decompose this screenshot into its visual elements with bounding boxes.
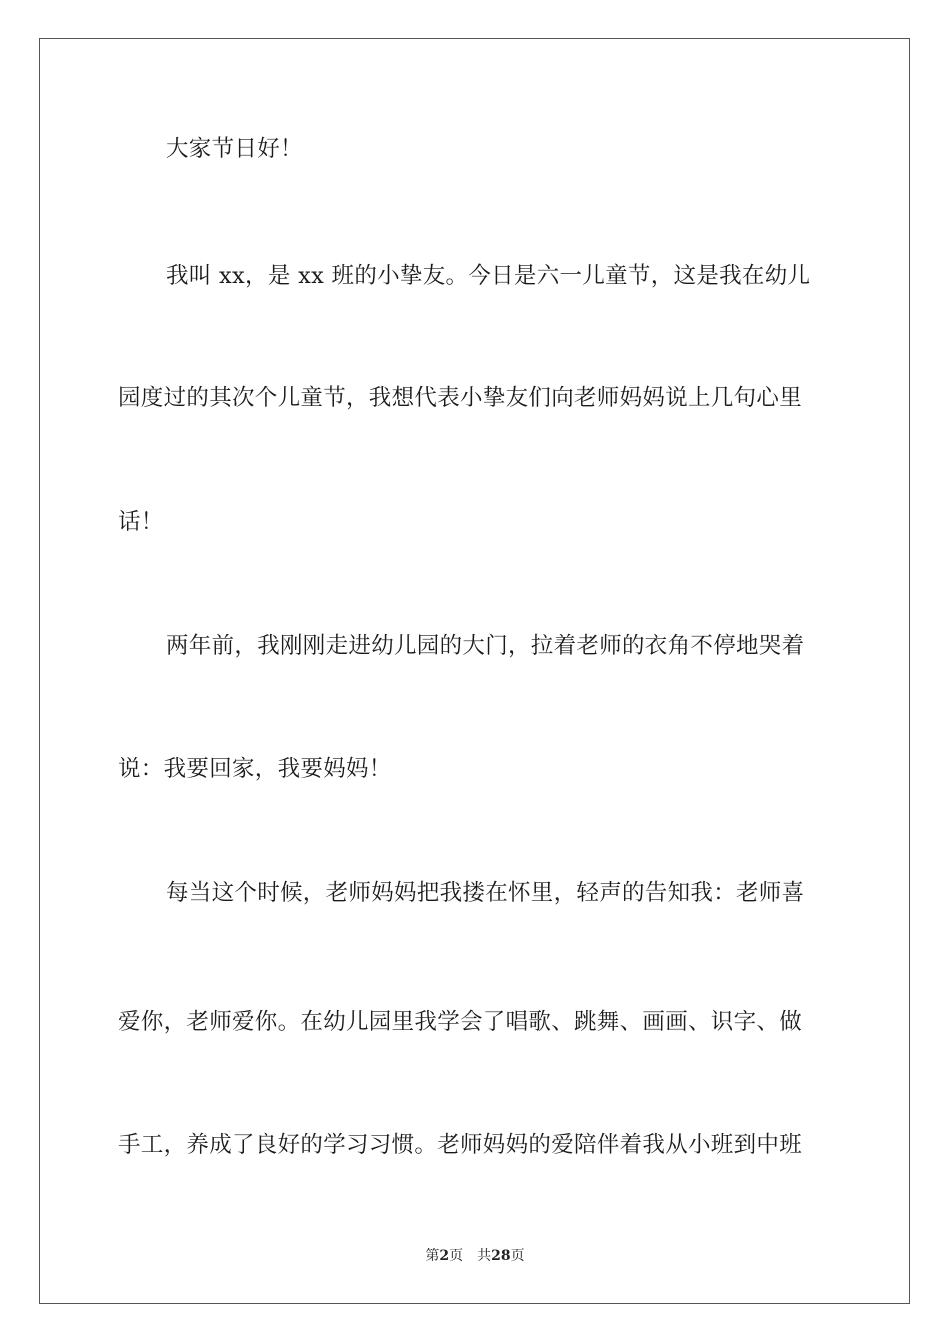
page-number: 2 <box>439 1248 450 1264</box>
paragraph-line: 大家节日好！ <box>166 136 303 162</box>
paragraph-line: 园度过的其次个儿童节，我想代表小挚友们向老师妈妈说上几句心里 <box>118 385 803 411</box>
page-footer <box>0 1246 950 1266</box>
paragraph-line: 说：我要回家，我要妈妈！ <box>118 756 392 782</box>
total-prefix: 共 <box>477 1248 492 1264</box>
total-pages: 28 <box>491 1248 511 1264</box>
page-suffix: 页 <box>449 1248 464 1264</box>
paragraph-line: 每当这个时候，老师妈妈把我搂在怀里，轻声的告知我：老师喜 <box>166 880 805 906</box>
paragraph-line: 两年前，我刚刚走进幼儿园的大门，拉着老师的衣角不停地哭着 <box>166 633 805 659</box>
paragraph-line: 我叫 xx，是 xx 班的小挚友。今日是六一儿童节，这是我在幼儿 <box>166 263 811 289</box>
total-suffix: 页 <box>510 1248 525 1264</box>
paragraph-line: 话！ <box>118 509 164 535</box>
page-border <box>39 38 910 1304</box>
page-prefix: 第 <box>425 1248 440 1264</box>
paragraph-line: 手工，养成了良好的学习习惯。老师妈妈的爱陪伴着我从小班到中班 <box>118 1132 803 1158</box>
paragraph-line: 爱你，老师爱你。在幼儿园里我学会了唱歌、跳舞、画画、识字、做 <box>118 1009 803 1035</box>
